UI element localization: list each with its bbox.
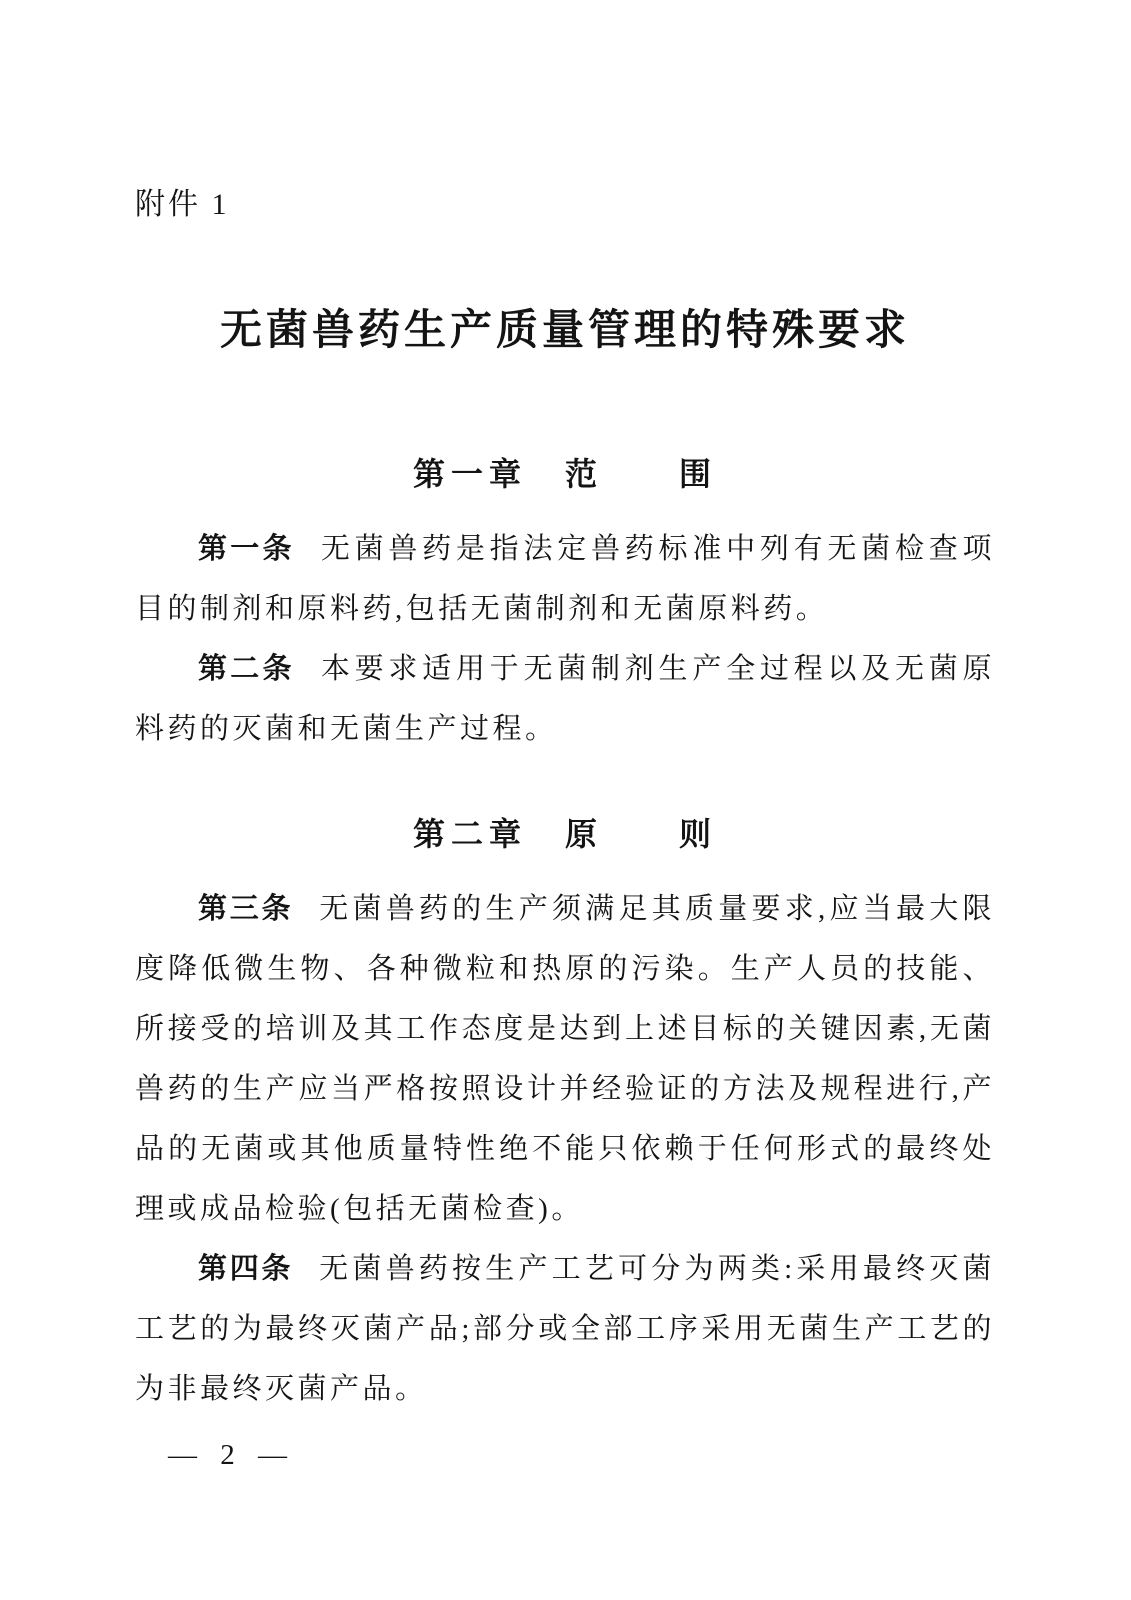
article-2-text: 本要求适用于无菌制剂生产全过程以及无菌原料药的灭菌和无菌生产过程。 xyxy=(135,652,995,745)
article-3-label: 第三条 xyxy=(198,892,294,925)
chapter-2-heading: 第二章 原 则 xyxy=(412,815,717,852)
article-3 xyxy=(135,879,995,1239)
attachment-label: 附件 1 xyxy=(135,188,230,221)
document-title: 无菌兽药生产质量管理的特殊要求 xyxy=(219,307,910,354)
article-1-label: 第一条 xyxy=(198,532,295,565)
article-3-text: 无菌兽药的生产须满足其质量要求,应当最大限度降低微生物、各种微粒和热原的污染。生产人员的技能、所接受的培训及其工作态度是达到上述目标的关键因素,无菌兽药的生产应当严格按照设计并经验证的方法及规程进行,产品的无菌或其他质量特性绝不能只依赖于任何形式的最终处理或成品检验(包括无菌检查)。 xyxy=(135,892,995,1225)
article-1-text: 无菌兽药是指法定兽药标准中列有无菌检查项目的制剂和原料药,包括无菌制剂和无菌原料药。 xyxy=(135,532,995,625)
article-4 xyxy=(135,1239,995,1419)
article-4-label: 第四条 xyxy=(198,1252,294,1285)
article-2-label: 第二条 xyxy=(198,652,295,685)
article-2 xyxy=(135,639,995,759)
chapter-1-heading: 第一章 范 围 xyxy=(412,455,717,492)
page-number: — 2 — xyxy=(168,1439,295,1471)
article-1 xyxy=(135,519,995,639)
article-4-text: 无菌兽药按生产工艺可分为两类:采用最终灭菌工艺的为最终灭菌产品;部分或全部工序采用无菌生产工艺的为非最终灭菌产品。 xyxy=(135,1252,995,1405)
